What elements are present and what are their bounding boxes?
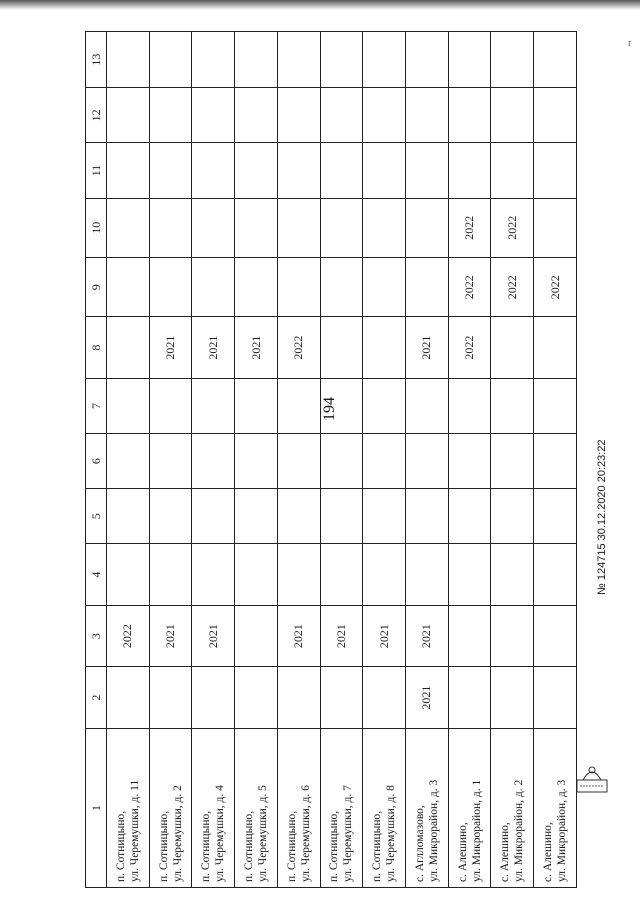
year-cell — [363, 434, 406, 489]
address-cell — [320, 728, 363, 887]
address-line: с. Алешино, — [456, 822, 469, 882]
year-cell — [320, 317, 363, 379]
table-row — [107, 32, 150, 888]
year-cell — [448, 378, 491, 433]
year-cell — [277, 489, 320, 544]
column-header: 10 — [86, 198, 107, 257]
page-number: 194 — [321, 397, 338, 421]
address-line: с. Алешино, — [542, 822, 555, 882]
year-cell — [235, 605, 278, 667]
year-cell — [320, 198, 363, 257]
year-cell — [406, 378, 449, 433]
year-cell — [192, 434, 235, 489]
table-row — [320, 32, 363, 888]
address-cell — [406, 728, 449, 887]
year-cell — [277, 32, 320, 88]
column-header: 7 — [86, 378, 107, 433]
year-cell — [363, 88, 406, 143]
year-cell: 2022 — [448, 317, 491, 379]
year-cell — [320, 667, 363, 729]
data-table — [85, 31, 577, 888]
address-line: ул. Микрорайон, д. 3 — [427, 779, 440, 882]
year-cell — [149, 544, 192, 606]
table-row — [235, 32, 278, 888]
year-cell — [406, 257, 449, 316]
year-cell — [363, 489, 406, 544]
year-cell — [149, 667, 192, 729]
table-row — [363, 32, 406, 888]
year-cell — [277, 378, 320, 433]
year-cell — [363, 143, 406, 198]
year-cell — [320, 257, 363, 316]
table-row — [448, 32, 491, 888]
year-cell: 2021 — [320, 605, 363, 667]
year-cell — [107, 257, 150, 316]
year-cell — [534, 88, 577, 143]
address-line: с. Алешино, — [499, 822, 512, 882]
year-cell — [107, 32, 150, 88]
year-cell — [277, 88, 320, 143]
year-cell — [491, 317, 534, 379]
year-cell — [192, 198, 235, 257]
year-cell — [320, 434, 363, 489]
year-cell — [406, 88, 449, 143]
year-cell — [534, 605, 577, 667]
year-cell — [406, 198, 449, 257]
table-row — [149, 32, 192, 888]
year-cell — [448, 88, 491, 143]
column-header: 9 — [86, 257, 107, 316]
address-cell — [534, 728, 577, 887]
year-cell — [149, 32, 192, 88]
column-header: 12 — [86, 88, 107, 143]
table-row — [491, 32, 534, 888]
year-cell — [534, 489, 577, 544]
address-line: ул. Черемушки, д. 4 — [214, 785, 227, 882]
address-line: ул. Черемушки, д. 6 — [299, 785, 312, 882]
year-cell — [448, 544, 491, 606]
year-cell — [149, 378, 192, 433]
table-row — [192, 32, 235, 888]
year-cell — [192, 143, 235, 198]
address-line: п. Сотницыно, — [114, 810, 127, 882]
year-cell: 2022 — [448, 198, 491, 257]
year-cell — [320, 544, 363, 606]
column-header: 4 — [86, 544, 107, 606]
address-line: п. Сотницыно, — [157, 810, 170, 882]
year-cell: 2021 — [192, 605, 235, 667]
column-header: 5 — [86, 489, 107, 544]
year-cell — [277, 434, 320, 489]
year-cell — [491, 378, 534, 433]
year-cell — [192, 257, 235, 316]
year-cell — [192, 88, 235, 143]
year-cell — [491, 88, 534, 143]
column-header: 6 — [86, 434, 107, 489]
year-cell — [363, 32, 406, 88]
year-cell — [534, 317, 577, 379]
address-line: п. Сотницыно, — [371, 810, 384, 882]
year-cell — [149, 489, 192, 544]
scan-edge — [0, 0, 640, 10]
address-cell — [448, 728, 491, 887]
registration-stamp: № 124715 30.12.2020 20:23:22 — [596, 439, 608, 595]
address-line: п. Сотницыно, — [243, 810, 256, 882]
address-line: ул. Черемушки, д. 2 — [171, 785, 184, 882]
year-cell — [235, 32, 278, 88]
margin-mark: r — [628, 38, 632, 49]
year-cell — [192, 32, 235, 88]
year-cell — [491, 32, 534, 88]
address-cell — [277, 728, 320, 887]
year-cell — [320, 143, 363, 198]
year-cell — [107, 317, 150, 379]
header-row — [86, 32, 107, 888]
year-cell — [107, 378, 150, 433]
year-cell — [448, 32, 491, 88]
year-cell — [491, 605, 534, 667]
address-cell — [491, 728, 534, 887]
year-cell — [149, 143, 192, 198]
year-cell — [534, 32, 577, 88]
table-row — [406, 32, 449, 888]
year-cell — [107, 544, 150, 606]
year-cell — [320, 88, 363, 143]
address-cell — [363, 728, 406, 887]
year-cell: 2021 — [406, 605, 449, 667]
address-line: ул. Микрорайон, д. 1 — [470, 779, 483, 882]
column-header: 3 — [86, 605, 107, 667]
year-cell — [534, 198, 577, 257]
year-cell — [277, 544, 320, 606]
year-cell: 2022 — [107, 605, 150, 667]
address-line: ул. Черемушки, д. 7 — [342, 785, 355, 882]
address-line: с. Аглломазово, — [413, 805, 426, 882]
year-cell — [235, 198, 278, 257]
year-cell — [406, 143, 449, 198]
year-cell: 2022 — [448, 257, 491, 316]
year-cell — [277, 198, 320, 257]
year-cell: 2021 — [277, 605, 320, 667]
year-cell — [534, 378, 577, 433]
year-cell — [406, 544, 449, 606]
year-cell — [277, 143, 320, 198]
column-header: 13 — [86, 32, 107, 88]
year-cell: 2021 — [363, 605, 406, 667]
year-cell — [534, 143, 577, 198]
year-cell — [363, 257, 406, 316]
year-cell — [363, 198, 406, 257]
address-line: ул. Микрорайон, д. 2 — [513, 779, 526, 882]
year-cell — [107, 198, 150, 257]
year-cell: 2021 — [192, 317, 235, 379]
year-cell — [277, 257, 320, 316]
year-cell — [491, 434, 534, 489]
year-cell — [235, 544, 278, 606]
address-cell — [192, 728, 235, 887]
year-cell: 2021 — [235, 317, 278, 379]
year-cell: 2021 — [149, 317, 192, 379]
year-cell — [149, 434, 192, 489]
address-line: ул. Микрорайон, д. 3 — [556, 779, 569, 882]
rotated-table-wrapper — [85, 31, 577, 888]
year-cell — [235, 489, 278, 544]
year-cell — [149, 198, 192, 257]
table-row — [534, 32, 577, 888]
year-cell — [448, 605, 491, 667]
year-cell — [192, 378, 235, 433]
year-cell — [192, 489, 235, 544]
year-cell — [149, 257, 192, 316]
year-cell — [491, 667, 534, 729]
year-cell: 2021 — [406, 317, 449, 379]
year-cell: 2021 — [149, 605, 192, 667]
year-cell — [107, 143, 150, 198]
year-cell — [448, 143, 491, 198]
column-header: 1 — [86, 728, 107, 887]
year-cell — [107, 88, 150, 143]
year-cell — [406, 32, 449, 88]
address-cell — [149, 728, 192, 887]
year-cell — [363, 667, 406, 729]
year-cell — [534, 667, 577, 729]
column-header: 8 — [86, 317, 107, 379]
year-cell — [448, 489, 491, 544]
year-cell — [448, 434, 491, 489]
year-cell — [235, 667, 278, 729]
address-line: п. Сотницыно, — [285, 810, 298, 882]
year-cell — [363, 544, 406, 606]
address-line: ул. Черемушки, д. 5 — [257, 785, 270, 882]
year-cell — [491, 489, 534, 544]
year-cell — [192, 667, 235, 729]
year-cell — [406, 489, 449, 544]
column-header: 2 — [86, 667, 107, 729]
year-cell — [235, 378, 278, 433]
address-line: ул. Черемушки, д. 11 — [128, 779, 141, 882]
year-cell — [149, 88, 192, 143]
year-cell: 2022 — [491, 198, 534, 257]
address-line: ул. Черемушки, д. 8 — [385, 785, 398, 882]
year-cell: 2021 — [406, 667, 449, 729]
address-line: п. Сотницыно, — [328, 810, 341, 882]
year-cell — [491, 544, 534, 606]
year-cell — [235, 88, 278, 143]
year-cell — [277, 667, 320, 729]
address-line: п. Сотницыно, — [200, 810, 213, 882]
table-row — [277, 32, 320, 888]
address-cell — [235, 728, 278, 887]
year-cell — [448, 667, 491, 729]
year-cell — [107, 434, 150, 489]
column-header: 11 — [86, 143, 107, 198]
year-cell — [235, 257, 278, 316]
year-cell — [363, 317, 406, 379]
year-cell — [320, 32, 363, 88]
year-cell — [107, 667, 150, 729]
year-cell — [235, 143, 278, 198]
year-cell — [406, 434, 449, 489]
year-cell — [320, 378, 363, 433]
year-cell — [534, 544, 577, 606]
address-cell — [107, 728, 150, 887]
year-cell: 2022 — [491, 257, 534, 316]
year-cell — [320, 489, 363, 544]
year-cell — [363, 378, 406, 433]
year-cell — [491, 143, 534, 198]
year-cell — [534, 434, 577, 489]
year-cell: 2022 — [534, 257, 577, 316]
year-cell — [107, 489, 150, 544]
year-cell — [192, 544, 235, 606]
year-cell — [235, 434, 278, 489]
emblem-icon — [575, 760, 609, 796]
year-cell: 2022 — [277, 317, 320, 379]
